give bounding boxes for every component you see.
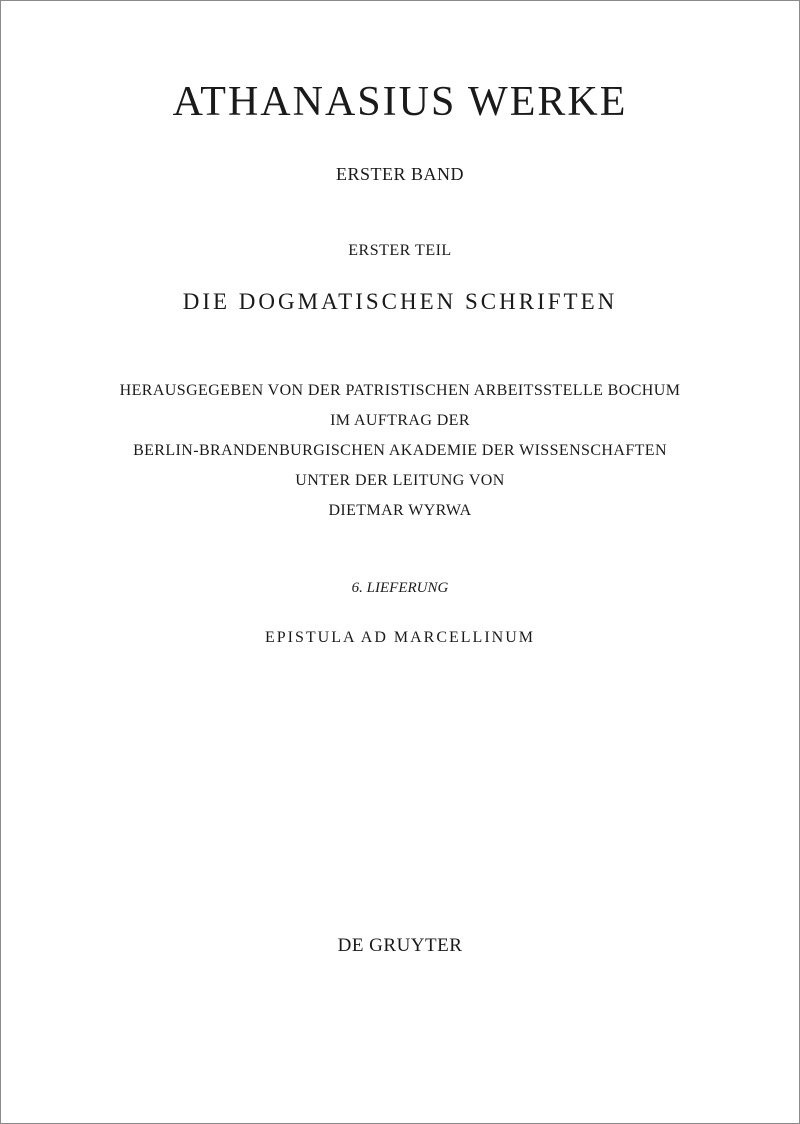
- installment-label: 6. LIEFERUNG: [351, 580, 449, 596]
- credit-line: UNTER DER LEITUNG VON: [295, 472, 505, 489]
- credit-line: HERAUSGEGEBEN VON DER PATRISTISCHEN ARBEITSSTELLE BOCHUM: [119, 382, 681, 399]
- credit-line: BERLIN-BRANDENBURGISCHEN AKADEMIE DER WISSENSCHAFTEN: [133, 442, 667, 459]
- part-label: ERSTER TEIL: [348, 242, 452, 259]
- editor-name: DIETMAR WYRWA: [328, 502, 472, 519]
- publisher-name: DE GRUYTER: [337, 935, 463, 956]
- credit-line: IM AUFTRAG DER: [330, 412, 470, 429]
- series-title: ATHANASIUS WERKE: [172, 79, 628, 125]
- section-subtitle: DIE DOGMATISCHEN SCHRIFTEN: [182, 289, 618, 314]
- volume-label: ERSTER BAND: [335, 164, 464, 184]
- work-title: EPISTULA AD MARCELLINUM: [264, 629, 535, 646]
- editorial-credits: [1, 381, 799, 531]
